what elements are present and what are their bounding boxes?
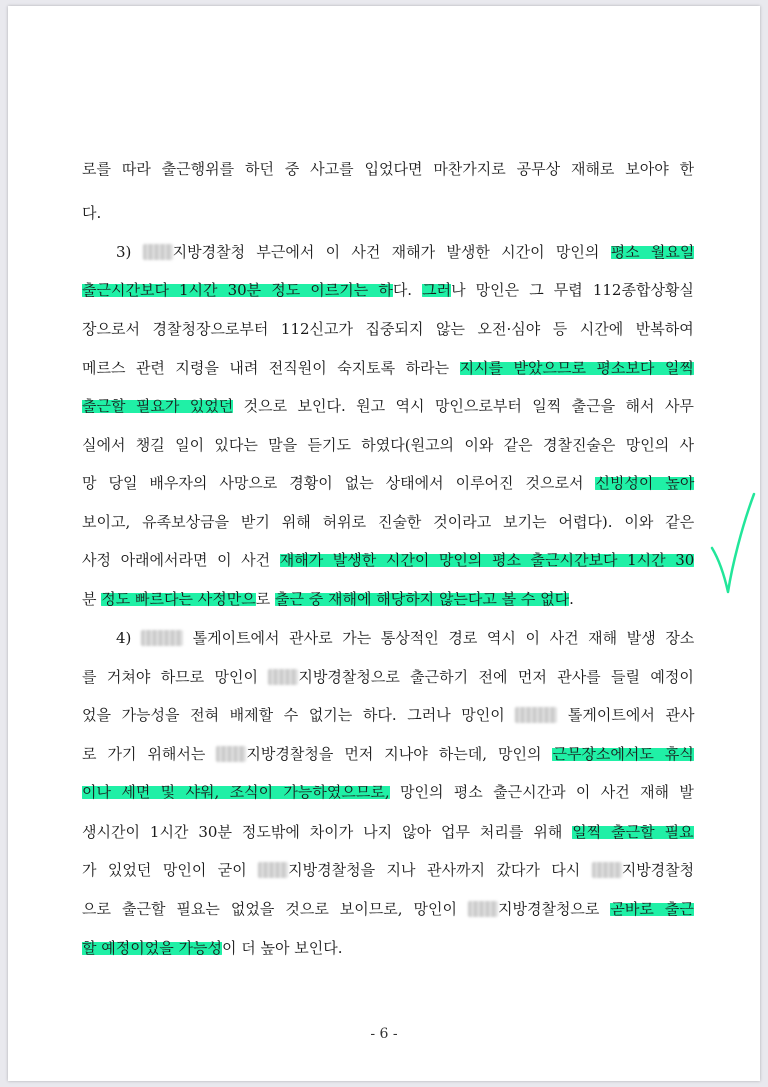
text-line [82,357,694,379]
highlighted-text: 신빙성이 높아 [595,474,695,492]
text-line [82,743,694,765]
text-line [82,588,574,610]
highlighted-text: 그러 [422,281,452,299]
highlighted-text: 재해가 발생한 시간이 망인의 평소 출근시간보다 1시간 30 [279,551,695,569]
text-line [82,821,694,843]
text-line [82,859,694,881]
text-line [82,704,694,726]
highlighted-text: 출근할 필요가 있었던 [82,397,234,415]
text-line [82,434,694,456]
text-segment: 장으로서 경찰청장으로부터 112신고가 집중되지 않는 오전·심야 등 시간에 반복하여 [82,320,694,338]
text-segment: 실에서 챙길 일이 있다는 말을 듣기도 하였다(원고의 이와 같은 경찰진술은 망인의 사 [82,436,695,454]
text-segment: 것으로 보인다. 원고 역시 망인으로부터 일찍 출근을 해서 사무 [233,397,694,415]
redacted-block [141,630,183,646]
text-segment: 4) [116,629,141,647]
text-segment: 메르스 관련 지령을 내려 전직원이 숙지토록 하라는 [82,359,460,377]
highlighted-text: 정도 빠르다는 사정만으 [101,590,256,608]
highlighted-text: 출근 중 재해에 해당하지 않는다고 볼 수 없다 [274,590,570,608]
text-segment: 다. [392,281,423,299]
text-segment: . [569,590,574,608]
text-segment: 지방경찰청을 지나 관사까지 갔다가 다시 [288,861,592,879]
text-segment: 로를 따라 출근행위를 하던 중 사고를 입었다면 마찬가지로 공무상 재해로 보아야 한 [82,160,695,178]
text-segment: 지방경찰청을 먼저 지나야 하는데, 망인의 [246,745,553,763]
text-line [82,666,694,688]
text-segment: 으로 출근할 필요는 없었을 것으로 보이므로, 망인이 [82,900,468,918]
text-segment: 이 더 높아 보인다. [221,939,343,957]
highlighted-text: 곧바로 출근 [610,900,694,918]
text-segment: 었을 가능성을 전혀 배제할 수 없기는 하다. 그러나 망인이 [82,706,516,724]
redacted-block [216,746,246,762]
text-line [82,937,342,959]
text-line [82,279,694,301]
text-segment: 지방경찰청으로 출근하기 전에 먼저 관사를 들릴 예정이 [298,668,694,686]
text-line [82,472,694,494]
text-segment: 지방경찰청으로 [497,900,611,918]
text-segment: 망 당일 배우자의 사망으로 경황이 없는 상태에서 이루어진 것으로서 [82,474,596,492]
checkmark-icon [708,486,768,606]
highlighted-text: 출근시간보다 1시간 30분 정도 이르기는 하 [82,281,393,299]
text-segment: 3) [116,243,143,261]
text-segment: 지방경찰청 부근에서 이 사건 재해가 발생한 시간이 망인의 [172,243,611,261]
text-segment: 로 [255,590,275,608]
highlighted-text: 근무장소에서도 휴식 [552,745,694,763]
redacted-block [268,669,298,685]
text-segment: 지방경찰청 [621,861,695,879]
text-segment: 사정 아래에서라면 이 사건 [82,551,280,569]
text-line [82,781,694,803]
redacted-block [592,862,622,878]
page-number: - 6 - [370,1026,398,1042]
highlighted-text: 지시를 받았으므로 평소보다 일찍 [459,359,694,377]
document-page [8,6,760,1081]
text-segment: 나 망인은 그 무렵 112종합상황실 [451,281,694,299]
text-line [82,158,694,180]
text-segment: 생시간이 1시간 30분 정도밖에 차이가 나지 않아 업무 처리를 위해 [82,823,573,841]
text-segment: 다. [82,204,102,222]
text-line [82,511,694,533]
text-line [82,395,694,417]
redacted-block [143,244,173,260]
text-line [82,318,694,340]
redacted-block [515,707,557,723]
text-segment: 보이고, 유족보상금을 받기 위해 허위로 진술한 것이라고 보기는 어렵다). 이와 같은 [82,513,695,531]
text-segment: 를 거쳐야 하므로 망인이 [82,668,269,686]
text-segment: 망인의 평소 출근시간과 이 사건 재해 발 [389,783,694,801]
text-line [82,898,694,920]
text-segment: 톨게이트에서 관사 [557,706,695,724]
text-segment: 로 가기 위해서는 [82,745,217,763]
redacted-block [468,901,498,917]
text-segment: 가 있었던 망인이 굳이 [82,861,259,879]
text-line [82,549,694,571]
text-segment: 톨게이트에서 관사로 가는 통상적인 경로 역시 이 사건 재해 발생 장소 [183,629,695,647]
highlighted-text: 할 예정이었을 가능성 [82,939,222,957]
text-line [116,627,694,649]
text-line [82,202,101,224]
redacted-block [258,862,288,878]
text-line [116,241,694,263]
highlighted-text: 평소 월요일 [610,243,695,261]
highlighted-text: 이나 세면 및 샤워, 조식이 가능하였으므로, [82,783,390,801]
text-segment: 분 [82,590,102,608]
highlighted-text: 일찍 출근할 필요 [572,823,694,841]
